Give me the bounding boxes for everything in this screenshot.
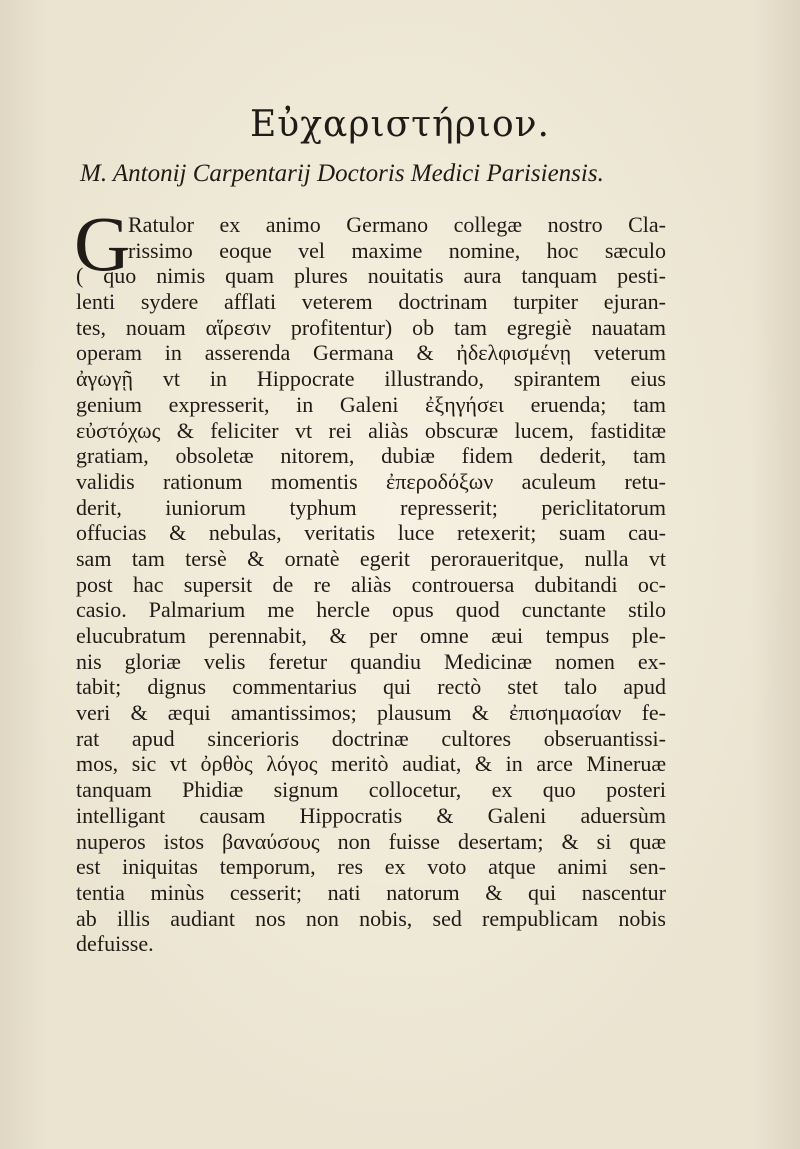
text-line: εὐστόχως & feliciter vt rei aliàs obscuræ lucem, fastiditæ	[76, 417, 666, 443]
text-line: post hac supersit de re aliàs controuersa dubitandi oc-	[76, 571, 666, 597]
text-line: nuperos istos βαναύσους non fuisse desertam; & si quæ	[76, 828, 666, 854]
text-line: defuisse.	[76, 931, 154, 957]
text-line: tanquam Phidiæ signum collocetur, ex quo posteri	[76, 777, 666, 803]
drop-cap: G	[74, 200, 131, 287]
text-line: intelligant causam Hippocratis & Galeni aduersùm	[76, 802, 666, 828]
author-line: M. Antonij Carpentarij Doctoris Medici Parisiensis.	[80, 160, 604, 187]
text-line: operam in asserenda Germana & ἠδελφισμένῃ veterum	[76, 340, 666, 366]
text-line: sam tam tersè & ornatè egerit peroraueritque, nulla vt	[76, 545, 666, 571]
text-line: genium expresserit, in Galeni ἐξηγήσει eruenda; tam	[76, 391, 666, 417]
text-line: elucubratum perennabit, & per omne æui tempus ple-	[76, 623, 666, 648]
text-line: ἀγωγῇ vt in Hippocrate illustrando, spirantem eius	[76, 366, 666, 392]
text-line: rissimo eoque vel maxime nomine, hoc sæculo	[128, 237, 666, 263]
text-line: nis gloriæ velis feretur quandiu Medicinæ nomen ex-	[76, 648, 666, 674]
text-line: rat apud sincerioris doctrinæ cultores obseruantissi-	[76, 725, 666, 751]
text-line: veri & æqui amantissimos; plausum & ἐπισημασίαν fe-	[76, 700, 666, 726]
text-line: ab illis audiant nos non nobis, sed rempublicam nobis	[76, 905, 666, 931]
text-line: tes, nouam αἵρεσιν profitentur) ob tam egregiè nauatam	[76, 314, 666, 340]
text-line: derit, iuniorum typhum represserit; periclitatorum	[76, 494, 666, 520]
text-line: tentia minùs cesserit; nati natorum & qui nascentur	[76, 879, 666, 905]
text-line: Ratulor ex animo Germano collegæ nostro Cla-	[128, 212, 666, 237]
text-line: mos, sic vt ὀρθὸς λόγος meritò audiat, & in arce Mineruæ	[76, 751, 666, 777]
page-title: Εὐχαριστήριον.	[250, 104, 550, 145]
text-line: validis rationum momentis ἐπεροδόξων aculeum retu-	[76, 468, 666, 494]
text-line: lenti sydere afflati veterem doctrinam turpiter ejuran-	[76, 289, 666, 315]
text-line: ( quo nimis quam plures nouitatis aura tanquam pesti-	[76, 263, 666, 289]
text-line: tabit; dignus commentarius qui rectò stet talo apud	[76, 674, 666, 700]
text-line: gratiam, obsoletæ nitorem, dubiæ fidem dederit, tam	[76, 443, 666, 469]
body-text	[74, 200, 666, 957]
text-line: casio. Palmarium me hercle opus quod cunctante stilo	[76, 597, 666, 623]
text-line: est iniquitas temporum, res ex voto atque animi sen-	[76, 854, 666, 880]
text-line: offucias & nebulas, veritatis luce retexerit; suam cau-	[76, 520, 666, 546]
